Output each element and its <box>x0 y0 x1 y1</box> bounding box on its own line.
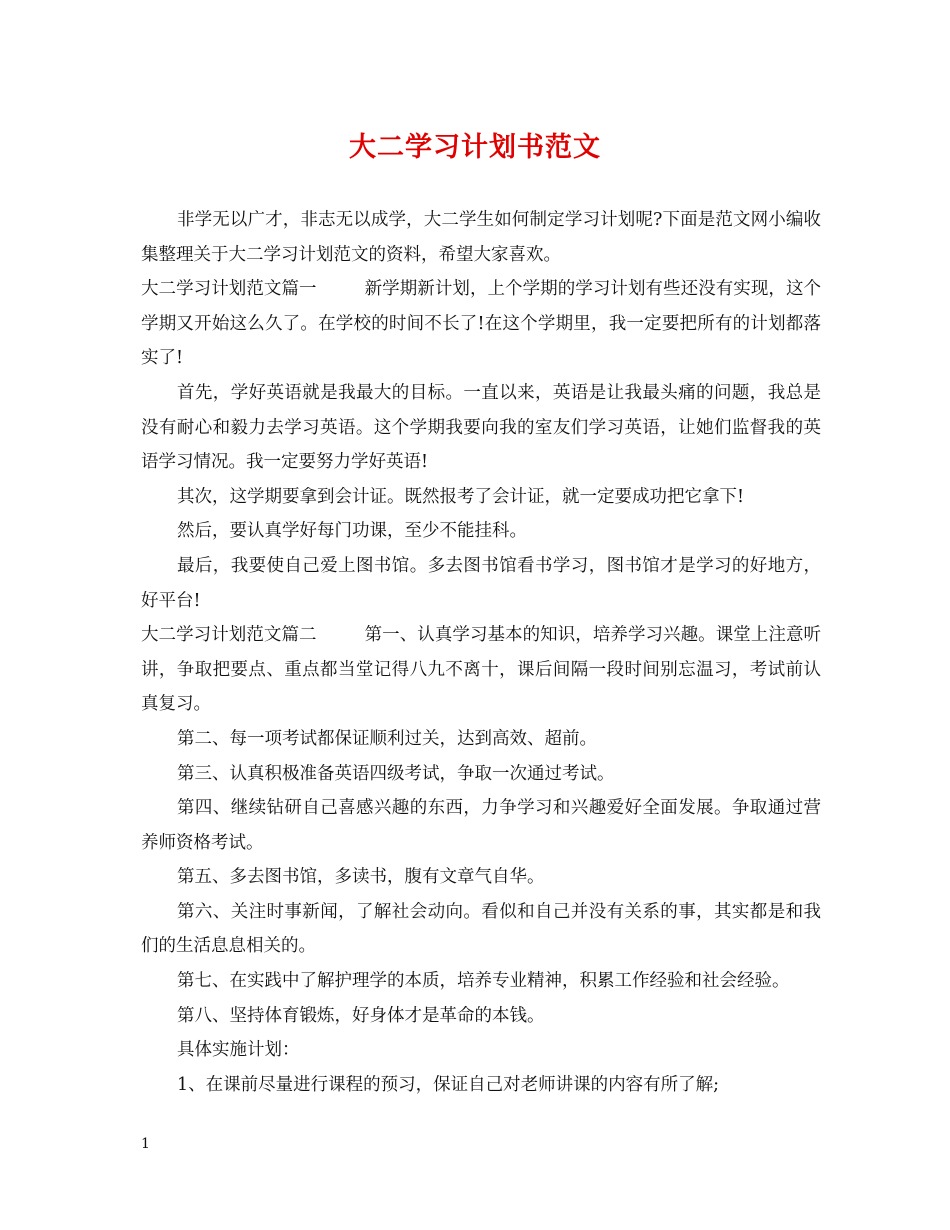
paragraph: 第八、坚持体育锻炼，好身体才是革命的本钱。 <box>177 1005 545 1026</box>
paragraph: 第五、多去图书馆，多读书，腹有文章气自华。 <box>177 867 545 888</box>
section-text: 新学期新计划，上个学期的学习计划有些还没有实现，这个学期又开始这么久了。在学校的时间不长了!在这个学期里，我一定要把所有的计划都落实了! <box>141 279 822 369</box>
section-heading: 大二学习计划范文篇一 <box>141 279 317 300</box>
paragraph: 第六、关注时事新闻，了解社会动向。看似和自己并没有关系的事，其实都是和我们的生活息息相关的。 <box>141 901 821 957</box>
paragraph: 具体实施计划： <box>177 1040 300 1061</box>
document-body <box>141 203 821 1102</box>
page-number: 1 <box>141 1136 150 1152</box>
paragraph: 第三、认真积极准备英语四级考试，争取一次通过考试。 <box>177 763 615 784</box>
paragraph: 第七、在实践中了解护理学的本质，培养专业精神，积累工作经验和社会经验。 <box>177 971 790 992</box>
document-title: 大二学习计划书范文 <box>349 132 601 163</box>
paragraph-intro: 非学无以广才，非志无以成学，大二学生如何制定学习计划呢?下面是范文网小编收集整理关于大二学习计划范文的资料，希望大家喜欢。 <box>141 210 821 265</box>
paragraph: 然后，要认真学好每门功课，至少不能挂科。 <box>177 521 527 542</box>
paragraph: 首先，学好英语就是我最大的目标。一直以来，英语是让我最头痛的问题，我总是没有耐心和毅力去学习英语。这个学期我要向我的室友们学习英语，让她们监督我的英语学习情况。我一定要努力学好英语! <box>141 382 821 473</box>
paragraph: 1、在课前尽量进行课程的预习，保证自己对老师讲课的内容有所了解; <box>177 1074 720 1095</box>
paragraph: 第四、继续钻研自己喜感兴趣的东西，力争学习和兴趣爱好全面发展。争取通过营养师资格考试。 <box>141 798 821 853</box>
paragraph: 最后，我要使自己爱上图书馆。多去图书馆看书学习，图书馆才是学习的好地方，好平台! <box>141 555 821 611</box>
paragraph: 其次，这学期要拿到会计证。既然报考了会计证，就一定要成功把它拿下! <box>177 486 745 507</box>
section-heading: 大二学习计划范文篇二 <box>141 625 317 646</box>
section-text: 第一、认真学习基本的知识，培养学习兴趣。课堂上注意听讲，争取把要点、重点都当堂记得八九不离十，课后间隔一段时间别忘温习，考试前认真复习。 <box>141 625 822 715</box>
paragraph: 第二、每一项考试都保证顺利过关，达到高效、超前。 <box>177 728 597 749</box>
paragraph-section-one <box>141 272 821 376</box>
paragraph-section-two <box>141 618 821 722</box>
